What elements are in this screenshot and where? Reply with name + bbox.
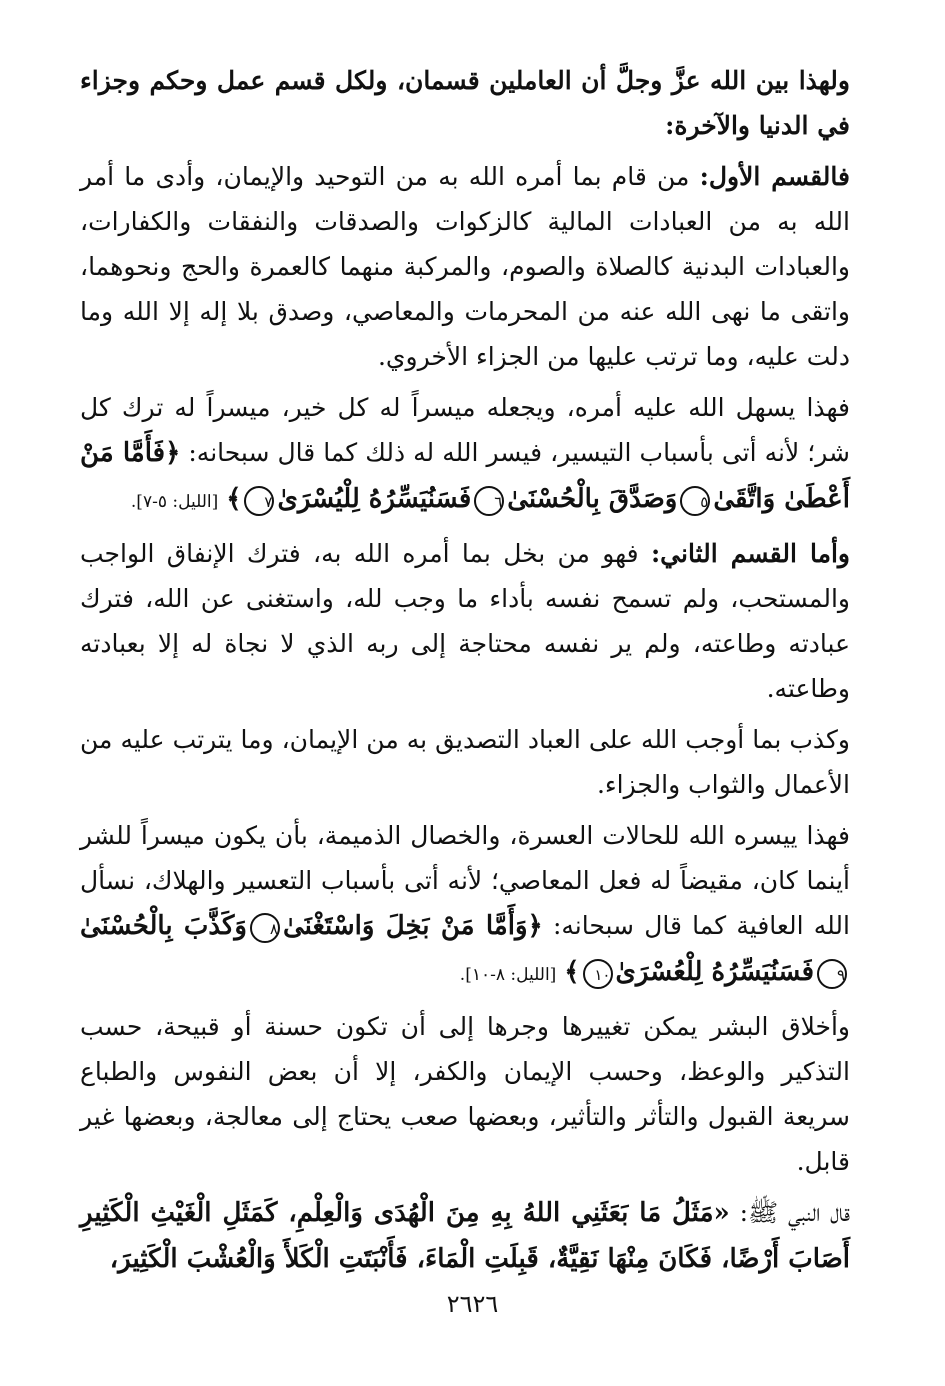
verse-9-text: وَكَذَّبَ بِالْحُسْنَىٰ xyxy=(80,911,247,941)
verse-10-text: فَسَنُيَسِّرُهُ لِلْعُسْرَىٰ xyxy=(615,957,814,987)
first-category-text: من قام بما أمره الله به من التوحيد والإيمان، وأدى ما أمر الله به من العبادات المالية كالزكوات والصدقات والنفقات والكفارات، والعبادات البدنية كالصلاة والصوم، والمركبة منهما كالعمرة والحج ونحوهما، واتقى ما نهى الله عنه من المحرمات والمعاصي، وصدق بلا إله إلا الله وما دلت عليه، وما ترتب عليها من الجزاء الأخروي. xyxy=(80,162,850,371)
verse-open-bracket: ﴿ xyxy=(165,438,181,468)
first-category-heading: فالقسم الأول: xyxy=(699,162,850,191)
paragraph-intro: ولهذا بين الله عزَّ وجلَّ أن العاملين قسمان، ولكل قسم عمل وحكم وجزاء في الدنيا والآخرة: xyxy=(80,66,850,140)
verse-6-text: وَصَدَّقَ بِالْحُسْنَىٰ xyxy=(507,484,678,514)
hardship-text: فهذا ييسره الله للحالات العسرة، والخصال الذميمة، بأن يكون ميسراً للشر أينما كان، مقيضاً له فعل المعاصي؛ لأنه أتى بأسباب التعسير والهلاك، نسأل الله العافية كما قال سبحانه: xyxy=(80,821,850,940)
ayah-number-10: ١٠ xyxy=(583,959,613,989)
second-category-heading: وأما القسم الثاني: xyxy=(650,539,850,568)
verse-7-text: فَسَنُيَسِّرُهُ لِلْيُسْرَىٰ xyxy=(277,484,472,514)
ayah-number-7: ٧ xyxy=(244,486,274,516)
paragraph-ease xyxy=(80,385,850,525)
verse-5-text: فَأَمَّا مَنْ أَعْطَىٰ وَاتَّقَىٰ xyxy=(80,438,850,514)
hadith-intro: قال النبي ﷺ: xyxy=(729,1198,850,1227)
paragraph-hardship xyxy=(80,813,850,998)
verse-close-bracket: ﴾ xyxy=(564,957,580,987)
verse-close-bracket: ﴾ xyxy=(226,484,242,514)
paragraph-second-category xyxy=(80,531,850,711)
page-content xyxy=(80,58,850,1298)
paragraph-character: وأخلاق البشر يمكن تغييرها وجرها إلى أن تكون حسنة أو قبيحة، حسب التذكير والوعظ، وحسب الإيمان والكفر، إلا أن بعض النفوس والطباع سريعة القبول والتأثر والتأثير، وبعضها صعب يحتاج إلى معالجة، وبعضها غير قابل. xyxy=(80,1012,850,1176)
verse-citation: [الليل: ٨-١٠]. xyxy=(459,965,557,985)
ayah-number-5: ٥ xyxy=(680,486,710,516)
verse-open-bracket: ﴿ xyxy=(527,911,543,941)
verse-citation: [الليل: ٥-٧]. xyxy=(130,492,219,512)
ayah-number-6: ٦ xyxy=(474,486,504,516)
page-number: ٢٦٢٦ xyxy=(446,1290,499,1318)
ease-text: فهذا يسهل الله عليه أمره، ويجعله ميسراً له كل خير، ميسراً له ترك كل شر؛ لأنه أتى بأسباب التيسير، فيسر الله له ذلك كما قال سبحانه: xyxy=(80,393,850,467)
paragraph-denial: وكذب بما أوجب الله على العباد التصديق به من الإيمان، وما يترتب عليه من الأعمال والثواب والجزاء. xyxy=(80,725,850,799)
verse-8-text: وَأَمَّا مَنْ بَخِلَ وَاسْتَغْنَىٰ xyxy=(282,911,528,941)
ayah-number-8: ٨ xyxy=(250,913,280,943)
second-category-text: فهو من بخل بما أمره الله به، فترك الإنفاق الواجب والمستحب، ولم تسمح نفسه بأداء ما وجب لله، واستغنى عن الله، فترك عبادته وطاعته، ولم ير نفسه محتاجة إلى ربه الذي لا نجاة له إلا بعبادته وطاعته. xyxy=(80,539,850,703)
hadith-text: «مَثَلُ مَا بَعَثَنِي اللهُ بِهِ مِنَ الْهُدَى وَالْعِلْمِ، كَمَثَلِ الْغَيْثِ الْكَثِيرِ أَصَابَ أَرْضًا، فَكَانَ مِنْهَا نَقِيَّةٌ، قَبِلَتِ الْمَاءَ، فَأَنْبَتَتِ الْكَلأَ وَالْعُشْبَ الْكَثِيرَ، xyxy=(80,1198,850,1274)
paragraph-hadith xyxy=(80,1190,850,1282)
ayah-number-9: ٩ xyxy=(817,959,847,989)
paragraph-first-category xyxy=(80,154,850,379)
